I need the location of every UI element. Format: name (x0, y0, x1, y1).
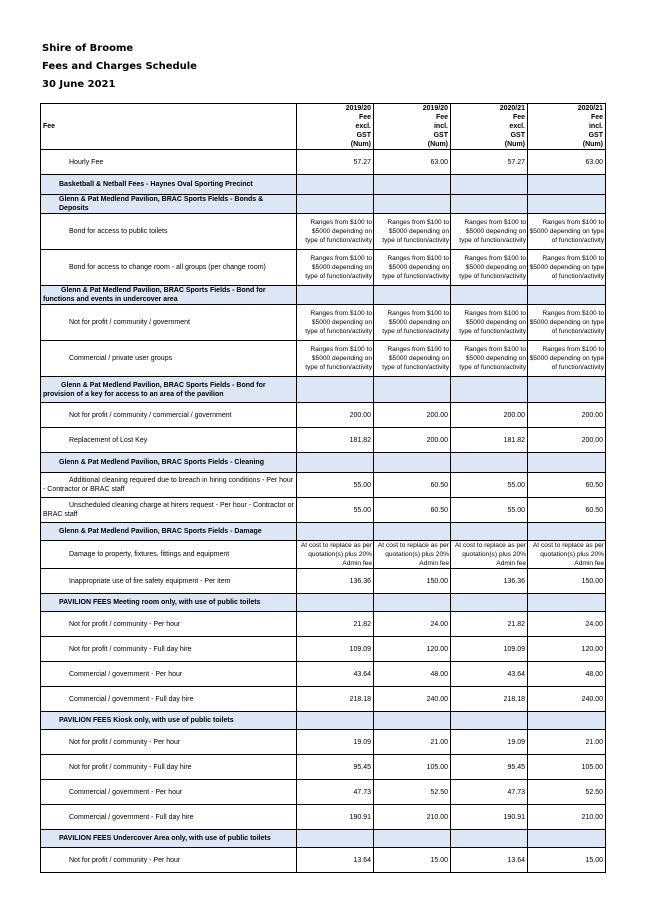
schedule-date: 30 June 2021 (42, 79, 116, 90)
header-line: Fee (512, 114, 525, 121)
fee-value-cell: 19.09 (297, 730, 374, 755)
fee-value-cell: Ranges from $100 to $5000 depending on type of function/activity (451, 305, 528, 341)
header-line: GST (588, 132, 603, 139)
header-line: (Num) (350, 141, 371, 148)
header-line: GST (356, 132, 371, 139)
table-row (41, 214, 606, 250)
organisation-name: Shire of Broome (42, 43, 134, 54)
fee-value-cell: 200.00 (451, 403, 528, 428)
fee-value-cell: 218.18 (297, 687, 374, 712)
fee-value-cell: At cost to replace as per quotation(s) plus 20% Admin fee (451, 541, 528, 569)
column-header-2019-incl (374, 104, 451, 150)
fee-value-cell: 60.50 (528, 473, 606, 498)
fee-value-cell: 13.64 (297, 848, 374, 873)
empty-cell (528, 830, 606, 848)
section-row (41, 453, 606, 473)
fee-description: Commercial / government - Full day hire (41, 687, 297, 712)
fee-value-cell: 21.00 (528, 730, 606, 755)
section-title: Basketball & Netball Fees - Haynes Oval Sporting Precinct (41, 175, 297, 195)
header-line: excl. (509, 123, 525, 130)
table-row (41, 637, 606, 662)
fee-value-cell: 240.00 (374, 687, 451, 712)
fee-value-cell: 109.09 (451, 637, 528, 662)
empty-cell (528, 175, 606, 195)
fee-value-cell: 190.91 (297, 805, 374, 830)
fee-value-cell: 19.09 (451, 730, 528, 755)
fee-description: Unscheduled cleaning charge at hirers request - Per hour - Contractor or BRAC staff (41, 498, 297, 523)
table-row (41, 687, 606, 712)
fee-value-cell: 210.00 (528, 805, 606, 830)
empty-cell (528, 453, 606, 473)
fee-value-cell: At cost to replace as per quotation(s) plus 20% Admin fee (374, 541, 451, 569)
header-line: 2019/20 (345, 105, 371, 112)
fee-value-cell: 105.00 (528, 755, 606, 780)
table-row (41, 780, 606, 805)
table-row (41, 755, 606, 780)
fee-value-cell: 57.27 (297, 150, 374, 175)
section-row (41, 175, 606, 195)
empty-cell (374, 830, 451, 848)
table-row (41, 341, 606, 377)
fee-value-cell: Ranges from $100 to $5000 depending on type of function/activity (297, 305, 374, 341)
table-row (41, 250, 606, 286)
fee-value-cell: 63.00 (528, 150, 606, 175)
fee-value-cell: 150.00 (528, 569, 606, 594)
fee-value-cell: 95.45 (451, 755, 528, 780)
fee-value-cell: 48.00 (528, 662, 606, 687)
header-line: (Num) (427, 141, 448, 148)
section-row (41, 830, 606, 848)
fee-description: Commercial / government - Per hour (41, 662, 297, 687)
empty-cell (528, 286, 606, 305)
header-line: incl. (433, 123, 448, 130)
empty-cell (451, 594, 528, 612)
section-title: Glenn & Pat Medlend Pavilion, BRAC Sports Fields - Cleaning (41, 453, 297, 473)
header-line: 2020/21 (577, 105, 603, 112)
fee-description: Not for profit / community - Per hour (41, 848, 297, 873)
header-line: 2020/21 (499, 105, 525, 112)
section-title: PAVILION FEES Meeting room only, with use of public toilets (41, 594, 297, 612)
section-row (41, 195, 606, 214)
table-row (41, 848, 606, 873)
empty-cell (451, 286, 528, 305)
section-row (41, 712, 606, 730)
fee-value-cell: Ranges from $100 to $5000 depending on type of function/activity (297, 341, 374, 377)
fee-description: Commercial / private user groups (41, 341, 297, 377)
empty-cell (374, 195, 451, 214)
header-line: (Num) (504, 141, 525, 148)
fee-value-cell: 105.00 (374, 755, 451, 780)
table-row (41, 428, 606, 453)
empty-cell (451, 175, 528, 195)
fee-description: Not for profit / community - Full day hire (41, 755, 297, 780)
fee-value-cell: 190.91 (451, 805, 528, 830)
table-row (41, 541, 606, 569)
fee-value-cell: 136.36 (297, 569, 374, 594)
fee-value-cell: 240.00 (528, 687, 606, 712)
fee-description: Replacement of Lost Key (41, 428, 297, 453)
fee-value-cell: 200.00 (374, 428, 451, 453)
fee-value-cell: Ranges from $100 to $5000 depending on type of function/activity (451, 214, 528, 250)
table-row (41, 473, 606, 498)
fee-value-cell: 21.82 (451, 612, 528, 637)
section-title: Glenn & Pat Medlend Pavilion, BRAC Sports Fields - Damage (41, 523, 297, 541)
empty-cell (297, 830, 374, 848)
fee-value-cell: 60.50 (374, 473, 451, 498)
section-title: PAVILION FEES Undercover Area only, with use of public toilets (41, 830, 297, 848)
fees-table (40, 103, 606, 873)
empty-cell (374, 594, 451, 612)
fee-value-cell: Ranges from $100 to $5000 depending on type of function/activity (528, 305, 606, 341)
fee-description: Not for profit / community / government (41, 305, 297, 341)
empty-cell (374, 523, 451, 541)
table-row (41, 805, 606, 830)
fee-value-cell: 210.00 (374, 805, 451, 830)
fee-value-cell: 21.00 (374, 730, 451, 755)
fee-value-cell: 43.64 (297, 662, 374, 687)
fee-value-cell: 15.00 (374, 848, 451, 873)
header-line: excl. (355, 123, 371, 130)
fee-value-cell: 120.00 (528, 637, 606, 662)
fee-value-cell: 63.00 (374, 150, 451, 175)
fee-value-cell: 218.18 (451, 687, 528, 712)
empty-cell (297, 453, 374, 473)
empty-cell (451, 195, 528, 214)
table-row (41, 150, 606, 175)
fee-value-cell: 60.50 (528, 498, 606, 523)
fee-description: Not for profit / community / commercial / government (41, 403, 297, 428)
empty-cell (297, 523, 374, 541)
header-line: GST (433, 132, 448, 139)
fee-value-cell: 55.00 (451, 473, 528, 498)
empty-cell (451, 523, 528, 541)
section-title: Glenn & Pat Medlend Pavilion, BRAC Sports Fields - Bond for functions and events in undercover area (41, 286, 297, 305)
empty-cell (297, 286, 374, 305)
fee-value-cell: 200.00 (528, 403, 606, 428)
fee-value-cell: 200.00 (297, 403, 374, 428)
fee-value-cell: 24.00 (374, 612, 451, 637)
fee-value-cell: 136.36 (451, 569, 528, 594)
column-header-2019-excl (297, 104, 374, 150)
header-line: incl. (588, 123, 603, 130)
fee-description: Hourly Fee (41, 150, 297, 175)
empty-cell (297, 195, 374, 214)
fee-value-cell: Ranges from $100 to $5000 depending on type of function/activity (528, 341, 606, 377)
header-line: (Num) (582, 141, 603, 148)
fee-value-cell: 55.00 (451, 498, 528, 523)
empty-cell (528, 195, 606, 214)
column-header-2020-excl (451, 104, 528, 150)
fee-description: Not for profit / community - Per hour (41, 730, 297, 755)
fee-value-cell: 21.82 (297, 612, 374, 637)
fee-value-cell: Ranges from $100 to $5000 depending on type of function/activity (374, 250, 451, 286)
table-row (41, 730, 606, 755)
empty-cell (528, 594, 606, 612)
empty-cell (451, 830, 528, 848)
header-line: Fee (435, 114, 448, 121)
empty-cell (297, 377, 374, 403)
fee-value-cell: Ranges from $100 to $5000 depending on type of function/activity (528, 250, 606, 286)
fee-value-cell: At cost to replace as per quotation(s) plus 20% Admin fee (528, 541, 606, 569)
empty-cell (374, 453, 451, 473)
fee-value-cell: 55.00 (297, 498, 374, 523)
section-row (41, 286, 606, 305)
fee-value-cell: 48.00 (374, 662, 451, 687)
empty-cell (374, 377, 451, 403)
empty-cell (451, 377, 528, 403)
section-title: Glenn & Pat Medlend Pavilion, BRAC Sports Fields - Bond for provision of a key for access to an area of the pavilion (41, 377, 297, 403)
fee-description: Additional cleaning required due to breach in hiring conditions - Per hour - Contractor or BRAC staff (41, 473, 297, 498)
fee-description: Not for profit / community - Per hour (41, 612, 297, 637)
fee-value-cell: Ranges from $100 to $5000 depending on type of function/activity (451, 250, 528, 286)
fee-description: Inappropriate use of fire safety equipment - Per item (41, 569, 297, 594)
fee-description: Not for profit / community - Full day hire (41, 637, 297, 662)
fee-value-cell: Ranges from $100 to $5000 depending on type of function/activity (297, 214, 374, 250)
empty-cell (297, 594, 374, 612)
fee-value-cell: Ranges from $100 to $5000 depending on type of function/activity (374, 341, 451, 377)
fee-value-cell: 13.64 (451, 848, 528, 873)
fee-value-cell: Ranges from $100 to $5000 depending on type of function/activity (528, 214, 606, 250)
fee-value-cell: 52.50 (374, 780, 451, 805)
fee-value-cell: 60.50 (374, 498, 451, 523)
fee-value-cell: 181.82 (297, 428, 374, 453)
table-row (41, 569, 606, 594)
fee-value-cell: 57.27 (451, 150, 528, 175)
empty-cell (297, 712, 374, 730)
fee-value-cell: 43.64 (451, 662, 528, 687)
fee-value-cell: 24.00 (528, 612, 606, 637)
fee-value-cell: Ranges from $100 to $5000 depending on type of function/activity (451, 341, 528, 377)
fee-value-cell: 47.73 (297, 780, 374, 805)
table-row (41, 305, 606, 341)
fee-value-cell: 15.00 (528, 848, 606, 873)
empty-cell (451, 712, 528, 730)
fee-value-cell: At cost to replace as per quotation(s) plus 20% Admin fee (297, 541, 374, 569)
fee-value-cell: Ranges from $100 to $5000 depending on type of function/activity (374, 305, 451, 341)
section-row (41, 377, 606, 403)
header-line: Fee (358, 114, 371, 121)
header-line: Fee (590, 114, 603, 121)
fee-value-cell: 109.09 (297, 637, 374, 662)
fee-value-cell: 200.00 (528, 428, 606, 453)
column-header-fee: Fee (41, 104, 297, 150)
fee-rows (41, 150, 606, 873)
section-title: PAVILION FEES Kiosk only, with use of public toilets (41, 712, 297, 730)
column-header-2020-incl (528, 104, 606, 150)
table-header-row (41, 104, 606, 150)
table-row (41, 612, 606, 637)
fee-description: Bond for access to public toilets (41, 214, 297, 250)
table-row (41, 498, 606, 523)
empty-cell (451, 453, 528, 473)
fee-value-cell: 181.82 (451, 428, 528, 453)
empty-cell (374, 712, 451, 730)
table-row (41, 403, 606, 428)
fee-description: Damage to property, fixtures, fittings and equipment (41, 541, 297, 569)
empty-cell (374, 286, 451, 305)
section-row (41, 523, 606, 541)
fee-description: Commercial / government - Full day hire (41, 805, 297, 830)
fee-value-cell: 120.00 (374, 637, 451, 662)
fee-value-cell: 55.00 (297, 473, 374, 498)
section-row (41, 594, 606, 612)
header-line: GST (510, 132, 525, 139)
fee-value-cell: 200.00 (374, 403, 451, 428)
fee-value-cell: 95.45 (297, 755, 374, 780)
fee-value-cell: 47.73 (451, 780, 528, 805)
empty-cell (528, 712, 606, 730)
header-line: 2019/20 (422, 105, 448, 112)
fee-description: Bond for access to change room - all groups (per change room) (41, 250, 297, 286)
empty-cell (528, 377, 606, 403)
empty-cell (374, 175, 451, 195)
section-title: Glenn & Pat Medlend Pavilion, BRAC Sports Fields - Bonds & Deposits (41, 195, 297, 214)
fee-value-cell: 52.50 (528, 780, 606, 805)
empty-cell (297, 175, 374, 195)
empty-cell (528, 523, 606, 541)
fee-description: Commercial / government - Per hour (41, 780, 297, 805)
table-row (41, 662, 606, 687)
schedule-title: Fees and Charges Schedule (42, 61, 197, 72)
fee-value-cell: Ranges from $100 to $5000 depending on type of function/activity (297, 250, 374, 286)
fee-value-cell: Ranges from $100 to $5000 depending on type of function/activity (374, 214, 451, 250)
fee-value-cell: 150.00 (374, 569, 451, 594)
